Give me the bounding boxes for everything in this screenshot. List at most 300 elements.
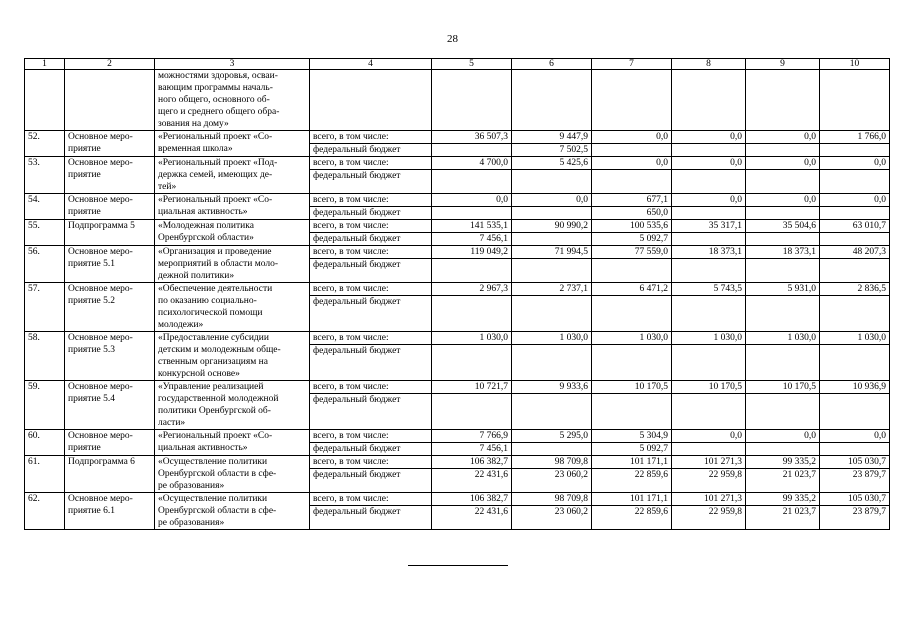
value-c7	[592, 283, 672, 332]
table-row	[25, 220, 890, 246]
value-line: 5 092,7	[639, 234, 668, 244]
value-line: 0,0	[592, 131, 671, 144]
value-line: 90 990,2	[512, 220, 591, 233]
value-c9	[746, 381, 820, 430]
continuation-row	[25, 70, 890, 131]
continuation-cell-9	[746, 70, 820, 131]
value-c10	[820, 246, 890, 283]
row-name-line: психологической помощи	[158, 308, 263, 318]
value-c7	[592, 493, 672, 530]
row-name-line: «Предоставление субсидии	[158, 333, 269, 343]
source-line: всего, в том числе:	[310, 246, 431, 259]
row-name-line: «Региональный проект «Под-	[158, 158, 278, 168]
value-line	[823, 443, 886, 455]
row-name	[155, 430, 310, 456]
value-line: 119 049,2	[432, 246, 511, 259]
value-c10	[820, 194, 890, 220]
value-line: 5 931,0	[746, 283, 819, 296]
value-line	[595, 170, 668, 182]
value-c10	[820, 430, 890, 456]
row-item-line: приятие 5.3	[68, 345, 115, 355]
row-name-line: Оренбургской области в сфе-	[158, 506, 277, 516]
continuation-cell-7	[592, 70, 672, 131]
value-c8	[672, 157, 746, 194]
row-name-line: циальная активность»	[158, 443, 248, 453]
value-line: 101 271,3	[672, 493, 745, 506]
value-line	[749, 144, 816, 156]
row-item	[65, 381, 155, 430]
footer-divider	[408, 565, 508, 566]
row-name	[155, 493, 310, 530]
value-line: 18 373,1	[746, 246, 819, 259]
row-item-line: Основное меро-	[68, 494, 133, 504]
row-item	[65, 131, 155, 157]
value-line: 2 836,5	[820, 283, 889, 296]
row-item-line: Основное меро-	[68, 333, 133, 343]
row-name-line: ласти»	[158, 418, 186, 428]
value-line: 2 967,3	[432, 283, 511, 296]
row-name-line: держка семей, имеющих де-	[158, 170, 273, 180]
continuation-cell-10	[820, 70, 890, 131]
value-line: 6 471,2	[592, 283, 671, 296]
row-item-line: Основное меро-	[68, 382, 133, 392]
value-c8	[672, 194, 746, 220]
value-line: 23 879,7	[852, 470, 886, 480]
row-item	[65, 493, 155, 530]
continuation-name-line: щего и среднего общего обра-	[158, 107, 280, 117]
value-line: 22 431,6	[474, 470, 508, 480]
row-item	[65, 332, 155, 381]
value-line: 0,0	[746, 430, 819, 443]
row-name	[155, 220, 310, 246]
table-row	[25, 131, 890, 157]
value-line	[749, 443, 816, 455]
row-name-line: «Осуществление политики	[158, 457, 268, 467]
value-line	[595, 394, 668, 406]
value-line	[823, 144, 886, 156]
value-line: 4 700,0	[432, 157, 511, 170]
value-c8	[672, 456, 746, 493]
continuation-cell-2	[65, 70, 155, 131]
value-c8	[672, 493, 746, 530]
row-name-line: «Организация и проведение	[158, 247, 272, 257]
row-name-line: конкурсной основе»	[158, 369, 240, 379]
row-source	[310, 381, 432, 430]
value-c7	[592, 332, 672, 381]
row-number: 54.	[25, 194, 65, 220]
value-line: 0,0	[820, 430, 889, 443]
value-line	[823, 259, 886, 271]
source-line: всего, в том числе:	[310, 131, 431, 144]
value-c7	[592, 220, 672, 246]
value-line	[749, 207, 816, 219]
value-line: 63 010,7	[820, 220, 889, 233]
value-line: 10 170,5	[592, 381, 671, 394]
continuation-cell-6	[512, 70, 592, 131]
row-item-line: приятие 5.1	[68, 259, 115, 269]
continuation-cell-4	[310, 70, 432, 131]
value-line: 101 171,1	[592, 493, 671, 506]
source-line: всего, в том числе:	[310, 220, 431, 233]
value-line	[435, 170, 508, 182]
value-line	[749, 394, 816, 406]
value-c8	[672, 430, 746, 456]
value-line: 22 431,6	[474, 507, 508, 517]
value-line: 5 425,6	[512, 157, 591, 170]
value-c9	[746, 456, 820, 493]
value-c7	[592, 131, 672, 157]
row-item-line: Основное меро-	[68, 132, 133, 142]
value-line: 5 304,9	[592, 430, 671, 443]
header-cell-3: 3	[155, 59, 310, 70]
value-line: 677,1	[592, 194, 671, 207]
value-line	[749, 233, 816, 245]
value-line	[515, 259, 588, 271]
source-line: всего, в том числе:	[310, 493, 431, 506]
value-line	[515, 170, 588, 182]
value-line: 23 060,2	[554, 470, 588, 480]
row-item-line: приятие	[68, 207, 101, 217]
value-c10	[820, 131, 890, 157]
value-line: 141 535,1	[432, 220, 511, 233]
row-number: 52.	[25, 131, 65, 157]
row-item	[65, 456, 155, 493]
value-c6	[512, 456, 592, 493]
value-line	[823, 233, 886, 245]
row-source	[310, 246, 432, 283]
source-line: федеральный бюджет	[313, 234, 401, 244]
value-line	[515, 207, 588, 219]
source-line: федеральный бюджет	[313, 171, 401, 181]
value-line	[823, 394, 886, 406]
value-c6	[512, 194, 592, 220]
value-line	[675, 345, 742, 357]
value-line: 98 709,8	[512, 456, 591, 469]
header-cell-7: 7	[592, 59, 672, 70]
row-name-line: детским и молодежным обще-	[158, 345, 281, 355]
source-line: всего, в том числе:	[310, 430, 431, 443]
value-c7	[592, 381, 672, 430]
value-line: 1 030,0	[432, 332, 511, 345]
value-c5	[432, 220, 512, 246]
value-line	[749, 259, 816, 271]
row-name	[155, 131, 310, 157]
value-line	[435, 394, 508, 406]
value-c8	[672, 283, 746, 332]
value-c5	[432, 430, 512, 456]
value-c7	[592, 194, 672, 220]
source-line: федеральный бюджет	[313, 395, 401, 405]
row-name-line: государственной молодежной	[158, 394, 279, 404]
value-line: 10 170,5	[746, 381, 819, 394]
source-line: федеральный бюджет	[313, 346, 401, 356]
value-c10	[820, 381, 890, 430]
table-row	[25, 157, 890, 194]
row-source	[310, 430, 432, 456]
value-line: 106 382,7	[432, 456, 511, 469]
value-line	[823, 345, 886, 357]
value-c9	[746, 283, 820, 332]
row-name-line: «Управление реализацией	[158, 382, 264, 392]
value-line	[749, 170, 816, 182]
source-line: всего, в том числе:	[310, 332, 431, 345]
continuation-cell-3	[155, 70, 310, 131]
value-line: 101 271,3	[672, 456, 745, 469]
row-item-line: приятие 6.1	[68, 506, 115, 516]
value-line: 1 030,0	[746, 332, 819, 345]
source-line: всего, в том числе:	[310, 283, 431, 296]
row-name-line: «Осуществление политики	[158, 494, 268, 504]
value-line	[435, 207, 508, 219]
value-line	[675, 207, 742, 219]
value-line: 9 447,9	[512, 131, 591, 144]
value-line: 7 456,1	[479, 444, 508, 454]
source-line: всего, в том числе:	[310, 194, 431, 207]
value-line: 0,0	[672, 157, 745, 170]
value-line: 48 207,3	[820, 246, 889, 259]
value-line: 0,0	[820, 194, 889, 207]
value-line: 0,0	[672, 131, 745, 144]
header-cell-9: 9	[746, 59, 820, 70]
row-number: 59.	[25, 381, 65, 430]
row-name	[155, 194, 310, 220]
value-line	[675, 170, 742, 182]
source-line: федеральный бюджет	[313, 145, 401, 155]
row-source	[310, 220, 432, 246]
page-number: 28	[447, 33, 458, 45]
header-cell-2: 2	[65, 59, 155, 70]
source-line: федеральный бюджет	[313, 260, 401, 270]
value-c6	[512, 157, 592, 194]
value-line	[515, 233, 588, 245]
row-item-line: Основное меро-	[68, 247, 133, 257]
row-source	[310, 131, 432, 157]
row-item-line: Основное меро-	[68, 284, 133, 294]
value-c7	[592, 157, 672, 194]
table-row	[25, 493, 890, 530]
value-line: 0,0	[592, 157, 671, 170]
row-item-line: Основное меро-	[68, 431, 133, 441]
value-c5	[432, 246, 512, 283]
row-item	[65, 194, 155, 220]
row-source	[310, 194, 432, 220]
value-line: 100 535,6	[592, 220, 671, 233]
row-source	[310, 283, 432, 332]
row-name-line: политики Оренбургской об-	[158, 406, 271, 416]
value-c6	[512, 220, 592, 246]
value-c6	[512, 283, 592, 332]
table-row	[25, 381, 890, 430]
value-line: 5 743,5	[672, 283, 745, 296]
value-line	[435, 296, 508, 308]
value-c10	[820, 157, 890, 194]
value-line: 9 933,6	[512, 381, 591, 394]
value-line: 7 766,9	[432, 430, 511, 443]
source-line: всего, в том числе:	[310, 381, 431, 394]
row-item-line: приятие 5.4	[68, 394, 115, 404]
value-c10	[820, 283, 890, 332]
source-line: всего, в том числе:	[310, 456, 431, 469]
continuation-cell-1	[25, 70, 65, 131]
value-line: 77 559,0	[592, 246, 671, 259]
row-item-line: приятие	[68, 144, 101, 154]
value-line: 0,0	[432, 194, 511, 207]
value-line: 23 060,2	[554, 507, 588, 517]
value-line: 18 373,1	[672, 246, 745, 259]
value-line: 10 936,9	[820, 381, 889, 394]
row-number: 58.	[25, 332, 65, 381]
value-c9	[746, 430, 820, 456]
header-cell-6: 6	[512, 59, 592, 70]
value-line	[749, 345, 816, 357]
value-line	[515, 394, 588, 406]
row-name-line: «Обеспечение деятельности	[158, 284, 273, 294]
value-c5	[432, 131, 512, 157]
row-name-line: молодежи»	[158, 320, 204, 330]
value-line: 22 959,8	[708, 470, 742, 480]
value-line: 35 317,1	[672, 220, 745, 233]
value-line: 0,0	[672, 194, 745, 207]
value-line: 1 030,0	[592, 332, 671, 345]
continuation-name-line: зования на дому»	[158, 119, 229, 129]
value-c7	[592, 456, 672, 493]
row-source	[310, 332, 432, 381]
continuation-name-line: вающим программы началь-	[158, 83, 273, 93]
value-line	[823, 207, 886, 219]
value-c8	[672, 220, 746, 246]
source-line: федеральный бюджет	[313, 208, 401, 218]
value-c8	[672, 332, 746, 381]
value-line: 0,0	[512, 194, 591, 207]
value-c5	[432, 456, 512, 493]
row-item	[65, 283, 155, 332]
row-number: 62.	[25, 493, 65, 530]
value-c9	[746, 246, 820, 283]
value-line: 99 335,2	[746, 493, 819, 506]
value-line: 650,0	[646, 208, 668, 218]
value-c5	[432, 493, 512, 530]
value-c10	[820, 220, 890, 246]
table-row	[25, 332, 890, 381]
value-line: 0,0	[672, 430, 745, 443]
value-c9	[746, 131, 820, 157]
value-line	[749, 296, 816, 308]
value-line: 0,0	[820, 157, 889, 170]
value-c5	[432, 381, 512, 430]
value-line: 21 023,7	[782, 470, 816, 480]
value-c9	[746, 493, 820, 530]
header-cell-10: 10	[820, 59, 890, 70]
value-line	[595, 345, 668, 357]
row-number: 61.	[25, 456, 65, 493]
value-c9	[746, 220, 820, 246]
row-number: 56.	[25, 246, 65, 283]
value-line: 106 382,7	[432, 493, 511, 506]
budget-table	[24, 58, 890, 530]
value-c6	[512, 332, 592, 381]
row-source	[310, 157, 432, 194]
row-name	[155, 456, 310, 493]
value-c8	[672, 381, 746, 430]
source-line: всего, в том числе:	[310, 157, 431, 170]
value-line: 7 456,1	[479, 234, 508, 244]
value-c5	[432, 283, 512, 332]
value-c8	[672, 131, 746, 157]
value-c10	[820, 456, 890, 493]
row-name-line: «Региональный проект «Со-	[158, 195, 273, 205]
value-line: 36 507,3	[432, 131, 511, 144]
continuation-cell-5	[432, 70, 512, 131]
value-line: 10 721,7	[432, 381, 511, 394]
row-name-line: «Региональный проект «Со-	[158, 431, 273, 441]
value-c8	[672, 246, 746, 283]
value-line	[675, 259, 742, 271]
row-item-line: Основное меро-	[68, 195, 133, 205]
value-c6	[512, 246, 592, 283]
value-line	[435, 144, 508, 156]
row-source	[310, 493, 432, 530]
value-line: 0,0	[746, 131, 819, 144]
row-number: 57.	[25, 283, 65, 332]
value-line	[435, 259, 508, 271]
header-row	[25, 59, 890, 70]
value-line: 101 171,1	[592, 456, 671, 469]
value-line	[675, 394, 742, 406]
row-name-line: по оказанию социально-	[158, 296, 257, 306]
value-line: 71 994,5	[512, 246, 591, 259]
value-line	[675, 443, 742, 455]
row-item-line: Подпрограмма 6	[68, 457, 135, 467]
value-line: 0,0	[746, 194, 819, 207]
continuation-name-line: ного общего, основного об-	[158, 95, 270, 105]
row-name	[155, 381, 310, 430]
value-line: 105 030,7	[820, 456, 889, 469]
value-c6	[512, 131, 592, 157]
value-line	[675, 233, 742, 245]
source-line: федеральный бюджет	[313, 507, 401, 517]
value-line: 105 030,7	[820, 493, 889, 506]
table-row	[25, 430, 890, 456]
value-c6	[512, 430, 592, 456]
row-name-line: Оренбургской области»	[158, 233, 254, 243]
value-line	[515, 296, 588, 308]
table-row	[25, 246, 890, 283]
value-line: 5 092,7	[639, 444, 668, 454]
value-line: 99 335,2	[746, 456, 819, 469]
row-item-line: приятие 5.2	[68, 296, 115, 306]
continuation-name-line: можностями здоровья, осваи-	[158, 71, 278, 81]
row-name-line: циальная активность»	[158, 207, 248, 217]
row-item-line: Основное меро-	[68, 158, 133, 168]
value-c5	[432, 194, 512, 220]
value-c6	[512, 381, 592, 430]
value-line	[595, 144, 668, 156]
row-name-line: «Молодежная политика	[158, 221, 254, 231]
value-c6	[512, 493, 592, 530]
row-number: 53.	[25, 157, 65, 194]
source-line: федеральный бюджет	[313, 444, 401, 454]
value-c7	[592, 430, 672, 456]
header-cell-8: 8	[672, 59, 746, 70]
value-line: 21 023,7	[782, 507, 816, 517]
source-line: федеральный бюджет	[313, 470, 401, 480]
value-line: 0,0	[746, 157, 819, 170]
row-name-line: мероприятий в области моло-	[158, 259, 278, 269]
header-cell-4: 4	[310, 59, 432, 70]
value-line	[823, 170, 886, 182]
row-name	[155, 157, 310, 194]
source-line: федеральный бюджет	[313, 297, 401, 307]
